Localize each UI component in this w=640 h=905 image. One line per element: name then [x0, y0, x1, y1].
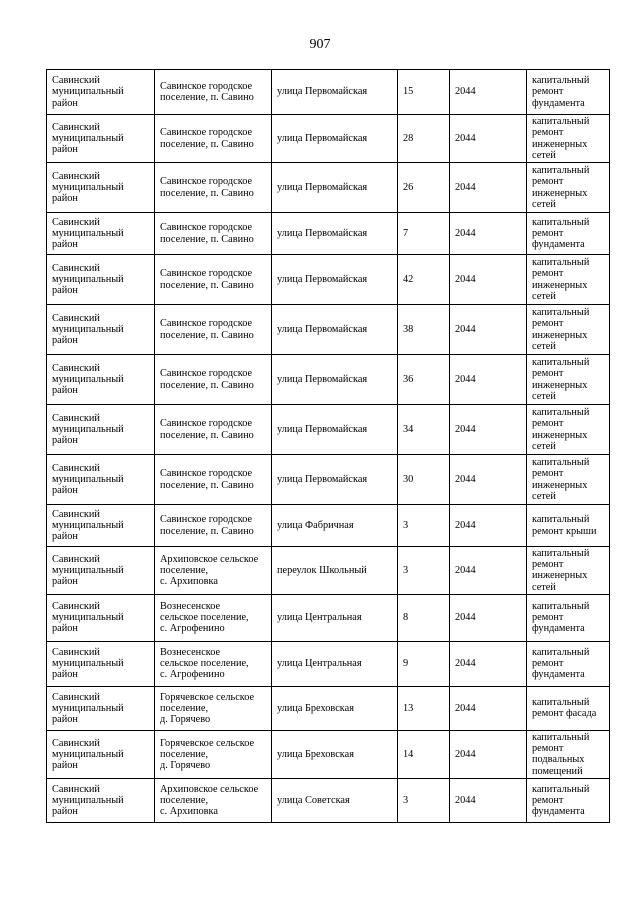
district-cell: Савинский муниципальный район: [47, 355, 155, 405]
district-cell: Савинский муниципальный район: [47, 594, 155, 641]
district-cell: Савинский муниципальный район: [47, 641, 155, 686]
street-cell: улица Первомайская: [272, 255, 398, 305]
settlement-cell: Савинское городское поселение, п. Савино: [155, 405, 272, 455]
house-number-cell: 9: [398, 641, 450, 686]
district-cell: Савинский муниципальный район: [47, 305, 155, 355]
table-row: [47, 778, 610, 822]
year-cell: 2044: [450, 505, 527, 547]
settlement-cell: Вознесенское сельское поселение, с. Агрофенино: [155, 594, 272, 641]
district-cell: Савинский муниципальный район: [47, 547, 155, 595]
district-cell: Савинский муниципальный район: [47, 686, 155, 730]
settlement-cell: Савинское городское поселение, п. Савино: [155, 505, 272, 547]
house-number-cell: 3: [398, 778, 450, 822]
street-cell: улица Центральная: [272, 594, 398, 641]
settlement-cell: Савинское городское поселение, п. Савино: [155, 213, 272, 255]
house-number-cell: 36: [398, 355, 450, 405]
year-cell: 2044: [450, 355, 527, 405]
table-row: [47, 70, 610, 115]
table-row: [47, 594, 610, 641]
year-cell: 2044: [450, 213, 527, 255]
house-number-cell: 7: [398, 213, 450, 255]
district-cell: Савинский муниципальный район: [47, 115, 155, 163]
district-cell: Савинский муниципальный район: [47, 405, 155, 455]
district-cell: Савинский муниципальный район: [47, 213, 155, 255]
house-number-cell: 8: [398, 594, 450, 641]
table-row: [47, 255, 610, 305]
house-number-cell: 15: [398, 70, 450, 115]
street-cell: улица Первомайская: [272, 213, 398, 255]
district-cell: Савинский муниципальный район: [47, 163, 155, 213]
settlement-cell: Горячевское сельское поселение, д. Горячево: [155, 686, 272, 730]
repair-type-cell: капитальный ремонт инженерных сетей: [527, 305, 610, 355]
settlement-cell: Савинское городское поселение, п. Савино: [155, 355, 272, 405]
district-cell: Савинский муниципальный район: [47, 70, 155, 115]
repair-type-cell: капитальный ремонт фундамента: [527, 778, 610, 822]
year-cell: 2044: [450, 641, 527, 686]
repair-type-cell: капитальный ремонт фундамента: [527, 641, 610, 686]
year-cell: 2044: [450, 778, 527, 822]
year-cell: 2044: [450, 70, 527, 115]
year-cell: 2044: [450, 163, 527, 213]
house-number-cell: 13: [398, 686, 450, 730]
table-row: [47, 686, 610, 730]
year-cell: 2044: [450, 730, 527, 778]
repair-type-cell: капитальный ремонт инженерных сетей: [527, 547, 610, 595]
repair-type-cell: капитальный ремонт фундамента: [527, 213, 610, 255]
district-cell: Савинский муниципальный район: [47, 255, 155, 305]
house-number-cell: 14: [398, 730, 450, 778]
street-cell: улица Первомайская: [272, 455, 398, 505]
table-row: [47, 405, 610, 455]
year-cell: 2044: [450, 405, 527, 455]
year-cell: 2044: [450, 305, 527, 355]
street-cell: переулок Школьный: [272, 547, 398, 595]
settlement-cell: Савинское городское поселение, п. Савино: [155, 255, 272, 305]
table-row: [47, 355, 610, 405]
settlement-cell: Савинское городское поселение, п. Савино: [155, 70, 272, 115]
district-cell: Савинский муниципальный район: [47, 778, 155, 822]
page-number: 907: [309, 37, 331, 52]
house-number-cell: 28: [398, 115, 450, 163]
repair-type-cell: капитальный ремонт фундамента: [527, 594, 610, 641]
table-row: [47, 115, 610, 163]
street-cell: улица Бреховская: [272, 686, 398, 730]
settlement-cell: Савинское городское поселение, п. Савино: [155, 455, 272, 505]
repair-type-cell: капитальный ремонт инженерных сетей: [527, 355, 610, 405]
table-row: [47, 163, 610, 213]
district-cell: Савинский муниципальный район: [47, 455, 155, 505]
year-cell: 2044: [450, 255, 527, 305]
settlement-cell: Горячевское сельское поселение, д. Горячево: [155, 730, 272, 778]
district-cell: Савинский муниципальный район: [47, 505, 155, 547]
settlement-cell: Савинское городское поселение, п. Савино: [155, 163, 272, 213]
year-cell: 2044: [450, 594, 527, 641]
table-row: [47, 730, 610, 778]
year-cell: 2044: [450, 115, 527, 163]
street-cell: улица Первомайская: [272, 115, 398, 163]
table-row: [47, 305, 610, 355]
settlement-cell: Савинское городское поселение, п. Савино: [155, 305, 272, 355]
street-cell: улица Первомайская: [272, 355, 398, 405]
settlement-cell: Вознесенское сельское поселение, с. Агрофенино: [155, 641, 272, 686]
street-cell: улица Первомайская: [272, 305, 398, 355]
year-cell: 2044: [450, 547, 527, 595]
street-cell: улица Первомайская: [272, 405, 398, 455]
house-number-cell: 3: [398, 547, 450, 595]
table-row: [47, 505, 610, 547]
street-cell: улица Фабричная: [272, 505, 398, 547]
street-cell: улица Бреховская: [272, 730, 398, 778]
house-number-cell: 3: [398, 505, 450, 547]
table-row: [47, 455, 610, 505]
repair-type-cell: капитальный ремонт фундамента: [527, 70, 610, 115]
repair-type-cell: капитальный ремонт инженерных сетей: [527, 455, 610, 505]
street-cell: улица Центральная: [272, 641, 398, 686]
table-body: [47, 70, 610, 823]
street-cell: улица Первомайская: [272, 163, 398, 213]
year-cell: 2044: [450, 455, 527, 505]
house-number-cell: 26: [398, 163, 450, 213]
house-number-cell: 30: [398, 455, 450, 505]
street-cell: улица Советская: [272, 778, 398, 822]
house-number-cell: 38: [398, 305, 450, 355]
house-number-cell: 34: [398, 405, 450, 455]
table-row: [47, 547, 610, 595]
year-cell: 2044: [450, 686, 527, 730]
repair-type-cell: капитальный ремонт крыши: [527, 505, 610, 547]
settlement-cell: Архиповское сельское поселение, с. Архиповка: [155, 778, 272, 822]
repair-type-cell: капитальный ремонт инженерных сетей: [527, 163, 610, 213]
settlement-cell: Архиповское сельское поселение, с. Архиповка: [155, 547, 272, 595]
house-number-cell: 42: [398, 255, 450, 305]
table-row: [47, 213, 610, 255]
repair-type-cell: капитальный ремонт инженерных сетей: [527, 405, 610, 455]
repair-type-cell: капитальный ремонт инженерных сетей: [527, 115, 610, 163]
settlement-cell: Савинское городское поселение, п. Савино: [155, 115, 272, 163]
repair-type-cell: капитальный ремонт фасада: [527, 686, 610, 730]
table-row: [47, 641, 610, 686]
repair-schedule-table: [46, 69, 610, 823]
district-cell: Савинский муниципальный район: [47, 730, 155, 778]
repair-type-cell: капитальный ремонт инженерных сетей: [527, 255, 610, 305]
repair-type-cell: капитальный ремонт подвальных помещений: [527, 730, 610, 778]
street-cell: улица Первомайская: [272, 70, 398, 115]
